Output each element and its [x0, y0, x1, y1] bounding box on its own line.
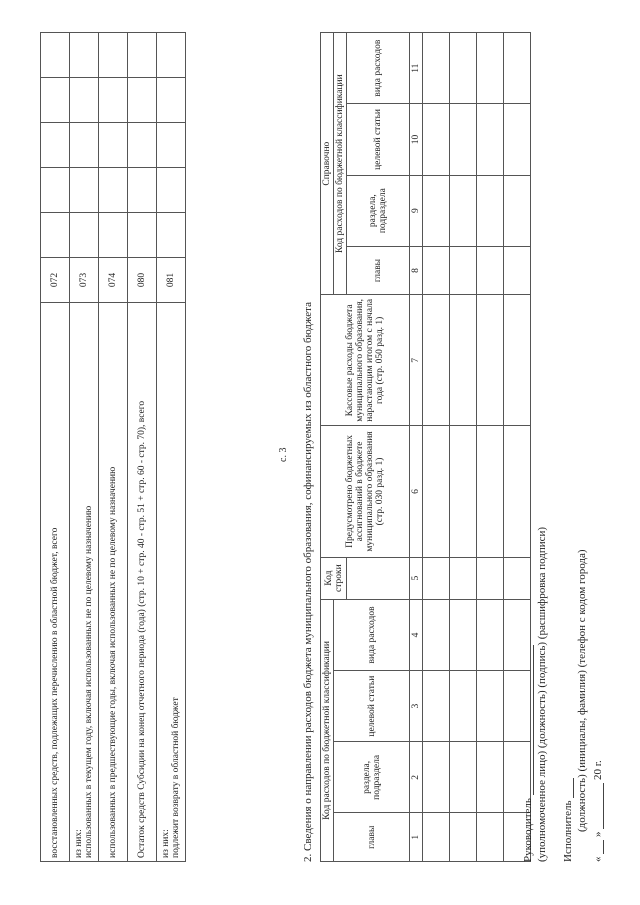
row-label-intro: из них:: [73, 829, 84, 858]
header-celevoy: целевой статьи: [334, 671, 410, 742]
row-label: использованных в текущем году, включая использованных не по целевому назначению: [84, 505, 94, 858]
date-line: « » 20 г.: [592, 760, 604, 862]
signature-line: [563, 778, 574, 798]
column-number: 11: [410, 33, 423, 104]
header-glavy: главы: [334, 813, 410, 862]
ispolnitel-label: Исполнитель: [562, 800, 574, 862]
row-label-intro: из них:: [160, 829, 171, 858]
row-label: использованных в предшествующие годы, включая использованных не по целевому назначению: [99, 303, 128, 862]
column-number: 3: [410, 671, 423, 742]
header-vida: вида расходов: [347, 33, 410, 104]
column-number: 9: [410, 175, 423, 246]
header-kod-stroki: Код строки: [321, 557, 347, 599]
signature-line: [523, 645, 534, 795]
signature-ispolnitel: [562, 778, 574, 862]
section-title: 2. Сведения о направлении расходов бюджета муниципального образования, софинансируемых из областного бюджета: [302, 302, 314, 862]
rukovoditel-label: Руководитель: [522, 798, 534, 862]
row-label: Остаток средств Субсидии на конец отчетного периода (года) (стр. 10 + стр. 40 - стр. 51 + стр. 60 - стр. 70), всего: [128, 303, 157, 862]
table-row: [41, 33, 70, 862]
row-code: 072: [41, 258, 70, 303]
row-label: восстановленных средств, подлежащих перечислению в областной бюджет, всего: [41, 303, 70, 862]
header-kassovye: Кассовые расходы бюджета муниципального образования, нарастающим итогом с начала года (стр. 050 разд. 1): [321, 295, 410, 426]
row-code: 080: [128, 258, 157, 303]
header-row: [321, 33, 334, 862]
table-row: [157, 33, 186, 862]
header-razdela: раздела, подраздела: [347, 175, 410, 246]
ispolnitel-caption: (должность) (инициалы, фамилия) (телефон с кодом города): [576, 549, 588, 832]
column-number: 6: [410, 426, 423, 557]
row-label: подлежит возврату в областной бюджет: [171, 697, 181, 858]
page-number: с. 3: [278, 447, 289, 462]
table-row: [450, 33, 477, 862]
header-spravochno: Справочно: [321, 33, 334, 295]
column-number: 10: [410, 104, 423, 175]
signature-rukovoditel: [522, 645, 534, 862]
row-code: 074: [99, 258, 128, 303]
column-number: 4: [410, 599, 423, 670]
column-number: 5: [410, 557, 423, 599]
header-razdela: раздела, подраздела: [334, 742, 410, 813]
date-year: 20 г.: [592, 760, 604, 780]
table-row: [70, 33, 99, 862]
column-numbers-row: [410, 33, 423, 862]
row-code: 073: [70, 258, 99, 303]
column-number: 2: [410, 742, 423, 813]
expenses-table: [320, 32, 531, 862]
subsidy-balance-table: [40, 32, 186, 862]
table-row: [477, 33, 504, 862]
rotated-document-page: [20, 12, 620, 892]
rukovoditel-caption: (уполномоченное лицо) (должность) (подпись) (расшифровка подписи): [536, 526, 548, 862]
table-row: [99, 33, 128, 862]
header-kod-right: Код расходов по бюджетной классификации: [334, 33, 347, 295]
column-number: 7: [410, 295, 423, 426]
header-vida: вида расходов: [334, 599, 410, 670]
table-row: [128, 33, 157, 862]
table-row: [423, 33, 450, 862]
column-number: 8: [410, 246, 423, 295]
header-celevoy: целевой статьи: [347, 104, 410, 175]
header-kod-left: Код расходов по бюджетной классификации: [321, 599, 334, 861]
header-glavy: главы: [347, 246, 410, 295]
row-code: 081: [157, 258, 186, 303]
column-number: 1: [410, 813, 423, 862]
header-predusmotreno: Предусмотрено бюджетных ассигнований в бюджете муниципального образования (стр. 030 разд. 1): [321, 426, 410, 557]
